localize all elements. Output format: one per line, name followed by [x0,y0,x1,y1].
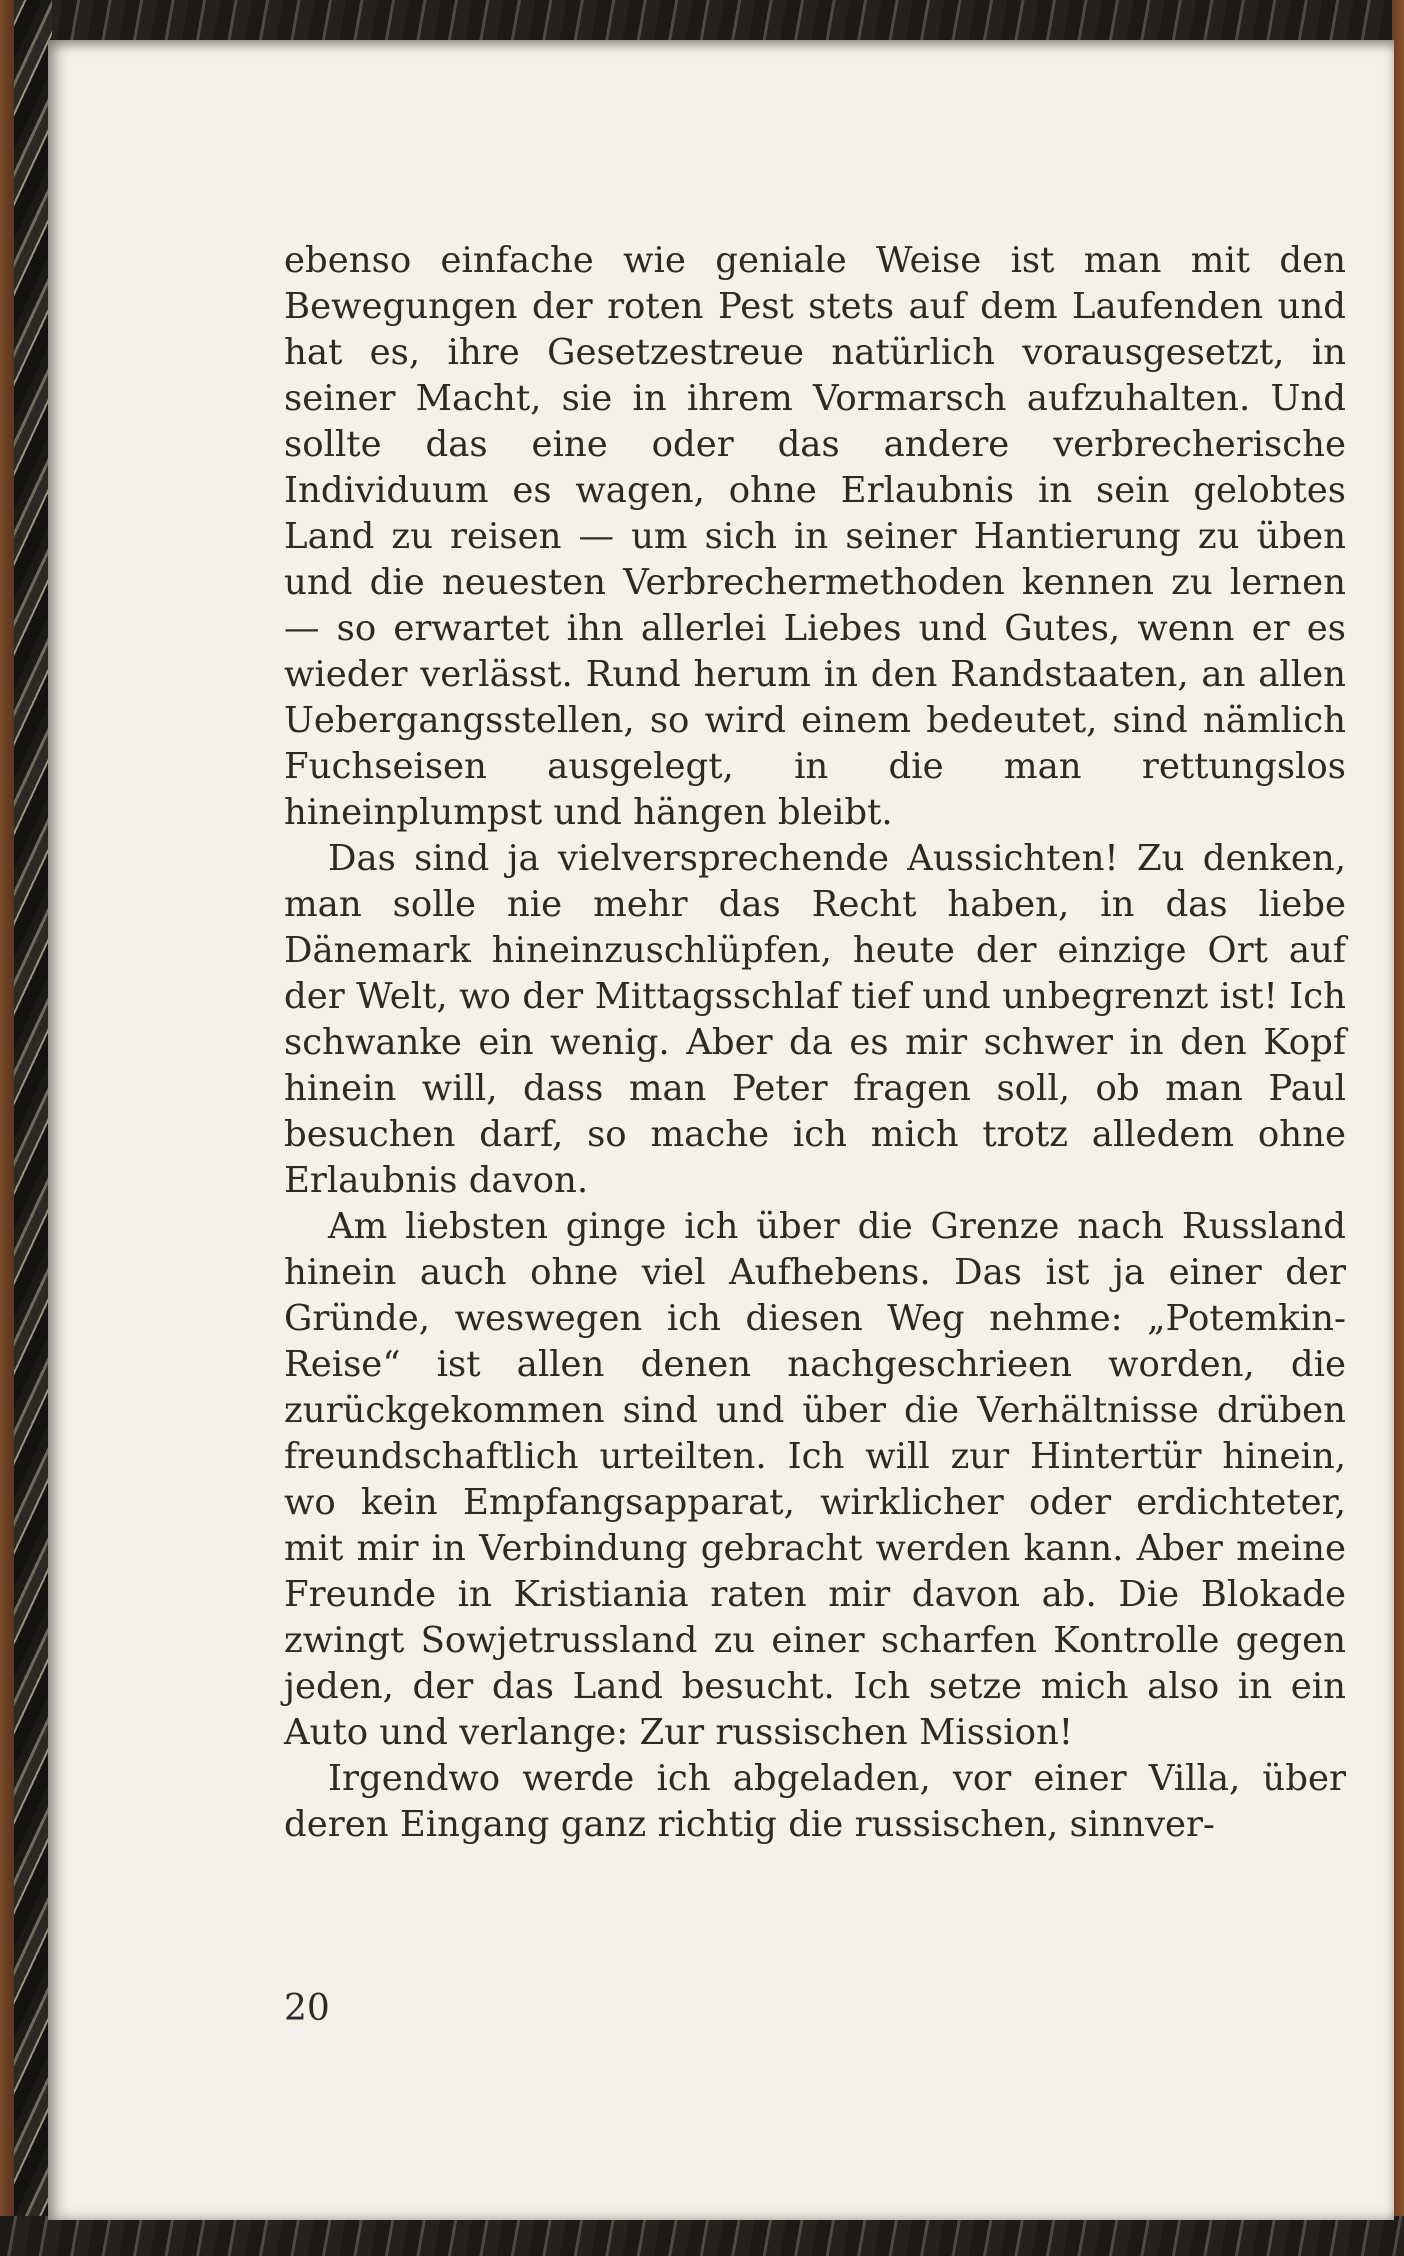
page-number: 20 [284,1988,330,2029]
paragraph-1: ebenso einfache wie geniale Weise ist man mit den Bewegungen der roten Pest stets auf dem Laufenden und hat es, ihre Gesetzestreue natürlich vorausgesetzt, in seiner Macht, sie in ihrem Vormarsch aufzuhalten. Und sollte das eine oder das andere verbrecherische Individuum es wagen, ohne Erlaubnis in sein gelobtes Land zu reisen — um sich in seiner Hantierung zu üben und die neuesten Verbrechermethoden kennen zu lernen — so erwartet ihn allerlei Liebes und Gutes, wenn er es wieder verlässt. Rund herum in den Randstaaten, an allen Uebergangsstellen, so wird einem bedeutet, sind nämlich Fuchseisen ausgelegt, in die man rettungslos hineinplumpst und hängen bleibt. [284,240,1346,833]
paragraph-2: Das sind ja vielversprechende Aussichten! Zu denken, man solle nie mehr das Recht haben, in das liebe Dänemark hineinzuschlüpfen, heute der einzige Ort auf der Welt, wo der Mittagsschlaf tief und unbegrenzt ist! Ich schwanke ein wenig. Aber da es mir schwer in den Kopf hinein will, dass man Peter fragen soll, ob man Paul besuchen darf, so mache ich mich trotz alledem ohne Erlaubnis davon. [284,838,1346,1201]
page-body-text [284,238,1346,1848]
book-edge-bottom [0,2216,1404,2256]
marbled-book-edge [0,0,52,2256]
book-page [48,40,1394,2220]
paragraph-3: Am liebsten ginge ich über die Grenze nach Russland hinein auch ohne viel Aufhebens. Das ist ja einer der Gründe, weswegen ich diesen Weg nehme: „Potemkin-Reise“ ist allen denen nachgeschrieen worden, die zurückgekommen sind und über die Verhältnisse drüben freundschaftlich urteilten. Ich will zur Hintertür hinein, wo kein Empfangsapparat, wirklicher oder erdichteter, mit mir in Verbindung gebracht werden kann. Aber meine Freunde in Kristiania raten mir davon ab. Die Blokade zwingt Sowjetrussland zu einer scharfen Kontrolle gegen jeden, der das Land besucht. Ich setze mich also in ein Auto und verlange: Zur russischen Mission! [284,1206,1346,1753]
paragraph-4: Irgendwo werde ich abgeladen, vor einer Villa, über deren Eingang ganz richtig die russischen, sinnver- [284,1758,1346,1845]
